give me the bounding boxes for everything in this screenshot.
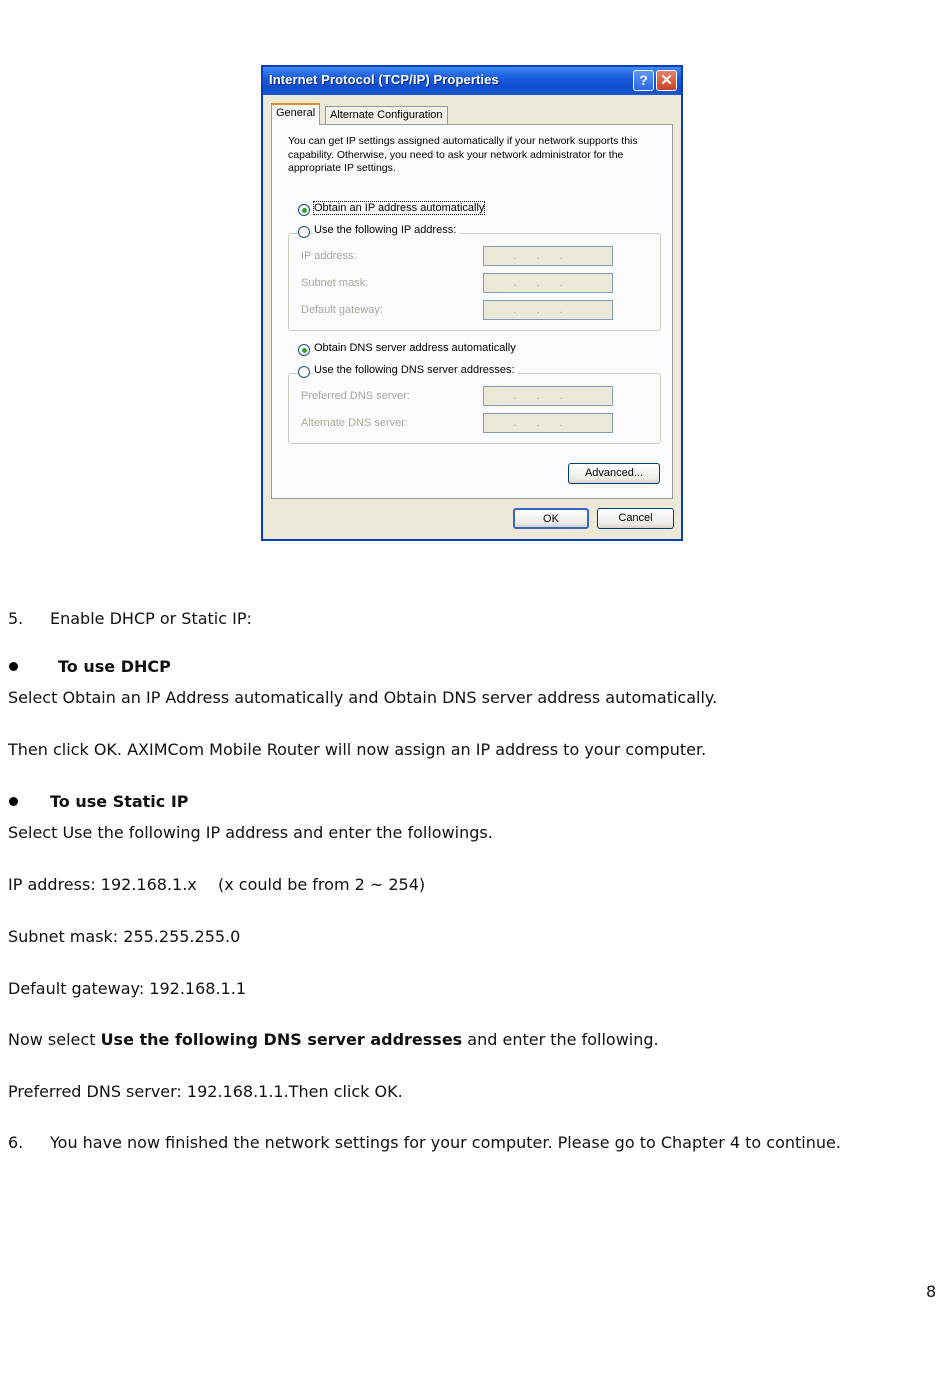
obtain-ip-auto-label[interactable]: Obtain an IP address automatically [314,202,485,214]
obtain-dns-auto-radio[interactable] [298,344,310,356]
dialog-titlebar[interactable] [263,67,681,95]
ip-address-field[interactable]: ... [483,246,613,266]
default-gateway-line: Default gateway: 192.168.1.1 [8,979,246,998]
use-following-dns-radio[interactable] [298,366,310,378]
ip-address-line: IP address: 192.168.1.x [8,875,197,894]
preferred-dns-line: Preferred DNS server: 192.168.1.1.Then click OK. [8,1082,403,1101]
close-button[interactable]: ✕ [656,70,677,91]
dns-server-group [288,373,661,444]
alternate-dns-field[interactable]: ... [483,413,613,433]
page-number: 8 [926,1282,937,1301]
tab-alternate-configuration[interactable]: Alternate Configuration [325,106,448,125]
tcpip-properties-dialog [261,65,683,541]
subnet-mask-label: Subnet mask: [301,277,369,289]
use-following-dns-label[interactable]: Use the following DNS server addresses: [314,364,518,376]
subnet-mask-line: Subnet mask: 255.255.255.0 [8,927,241,946]
bullet-dhcp [9,662,18,671]
ip-address-label: IP address: [301,250,357,262]
ip-range-note: (x could be from 2 ~ 254) [218,875,426,894]
preferred-dns-label: Preferred DNS server: [301,390,410,402]
static-ip-instruction: Select Use the following IP address and enter the followings. [8,823,493,842]
default-gateway-field[interactable]: ... [483,300,613,320]
dns-instruction [8,1030,659,1049]
subnet-mask-field[interactable]: ... [483,273,613,293]
static-ip-heading: To use Static IP [50,792,189,811]
cancel-button[interactable]: Cancel [597,508,674,529]
general-tab-panel [271,124,673,499]
step-5-text: Enable DHCP or Static IP: [50,609,252,628]
tab-general[interactable]: General [271,103,320,125]
use-following-ip-radio[interactable] [298,226,310,238]
bullet-static-ip [9,797,18,806]
dns-instruction-pre: Now select [8,1030,101,1049]
dhcp-heading: To use DHCP [58,657,171,676]
step-5-number: 5. [8,609,24,628]
intro-text: You can get IP settings assigned automatically if your network supports this capability. Otherwise, you need to ask your network administrator for the appropriate IP settings. [288,135,638,174]
dhcp-instruction-2: Then click OK. AXIMCom Mobile Router will now assign an IP address to your computer. [8,740,707,759]
dhcp-instruction-1: Select Obtain an IP Address automatically and Obtain DNS server address automatically. [8,688,718,707]
dialog-title: Internet Protocol (TCP/IP) Properties [269,72,499,87]
dns-instruction-post: and enter the following. [462,1030,659,1049]
step-6-number: 6. [8,1133,24,1152]
dns-instruction-bold: Use the following DNS server addresses [100,1030,463,1049]
help-button[interactable]: ? [633,70,654,91]
ok-button[interactable]: OK [513,508,589,529]
alternate-dns-label: Alternate DNS server: [301,417,408,429]
step-6-text: You have now finished the network settings for your computer. Please go to Chapter 4 to continue. [50,1133,841,1152]
advanced-button[interactable]: Advanced... [568,463,660,484]
default-gateway-label: Default gateway: [301,304,383,316]
obtain-dns-auto-label[interactable]: Obtain DNS server address automatically [314,342,516,354]
obtain-ip-auto-radio[interactable] [298,204,310,216]
preferred-dns-field[interactable]: ... [483,386,613,406]
use-following-ip-label[interactable]: Use the following IP address: [314,224,459,236]
